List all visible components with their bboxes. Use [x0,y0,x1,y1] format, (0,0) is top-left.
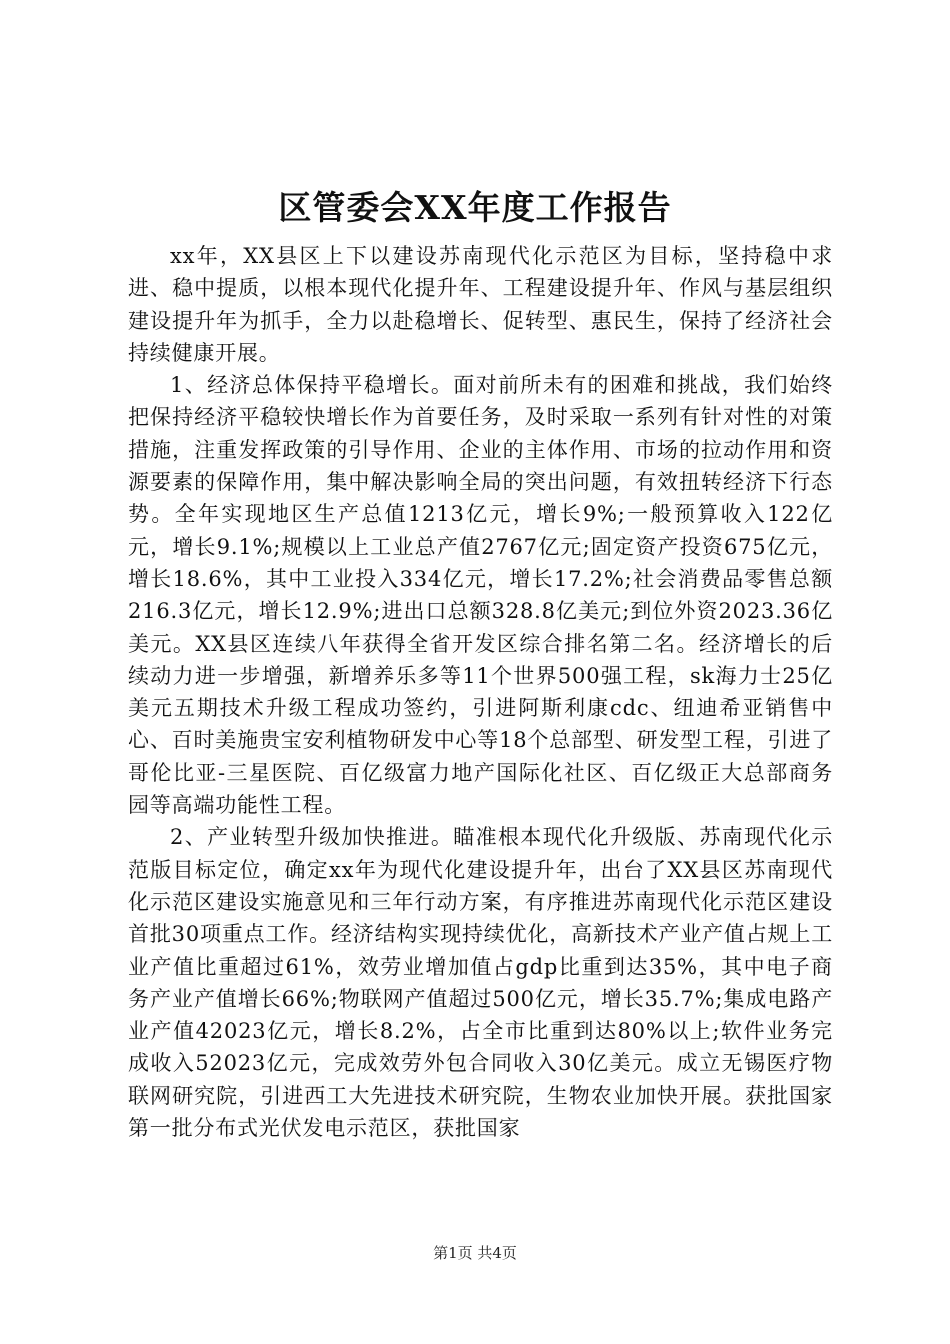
paragraph-economic-growth: 1、经济总体保持平稳增长。面对前所未有的困难和挑战，我们始终把保持经济平稳较快增长作为首要任务，及时采取一系列有针对性的对策措施，注重发挥政策的引导作用、企业的主体作用、市场的拉动作用和资源要素的保障作用，集中解决影响全局的突出问题，有效扭转经济下行态势。全年实现地区生产总值1213亿元，增长9%;一般预算收入122亿元，增长9.1%;规模以上工业总产值2767亿元;固定资产投资675亿元，增长18.6%，其中工业投入334亿元，增长17.2%;社会消费品零售总额216.3亿元，增长12.9%;进出口总额328.8亿美元;到位外资2023.36亿美元。XX县区连续八年获得全省开发区综合排名第二名。经济增长的后续动力进一步增强，新增养乐多等11个世界500强工程，sk海力士25亿美元五期技术升级工程成功签约，引进阿斯利康cdc、纽迪希亚销售中心、百时美施贵宝安利植物研发中心等18个总部型、研发型工程，引进了哥伦比亚-三星医院、百亿级富力地产国际化社区、百亿级正大总部商务园等高端功能性工程。 [128,373,833,818]
paragraph-industry-upgrade: 2、产业转型升级加快推进。瞄准根本现代化升级版、苏南现代化示范版目标定位，确定xx年为现代化建设提升年，出台了XX县区苏南现代化示范区建设实施意见和三年行动方案，有序推进苏南现代化示范区建设首批30项重点工作。经济结构实现持续优化，高新技术产业产值占规上工业产值比重超过61%，效劳业增加值占gdp比重到达35%，其中电子商务产业产值增长66%;物联网产值超过500亿元，增长35.7%;集成电路产业产值42023亿元，增长8.2%，占全市比重到达80%以上;软件业务完成收入52023亿元，完成效劳外包合同收入30亿美元。成立无锡医疗物联网研究院，引进西工大先进技术研究院，生物农业加快开展。获批国家第一批分布式光伏发电示范区，获批国家 [128,825,833,1141]
paragraph-intro: xx年，XX县区上下以建设苏南现代化示范区为目标，坚持稳中求进、稳中提质，以根本现代化提升年、工程建设提升年、作风与基层组织建设提升年为抓手，全力以赴稳增长、促转型、惠民生，保持了经济社会持续健康开展。 [128,244,833,365]
page-footer: 第1页 共4页 [433,1244,517,1262]
document-body [128,240,833,1144]
document-title: 区管委会XX年度工作报告 [278,188,672,227]
